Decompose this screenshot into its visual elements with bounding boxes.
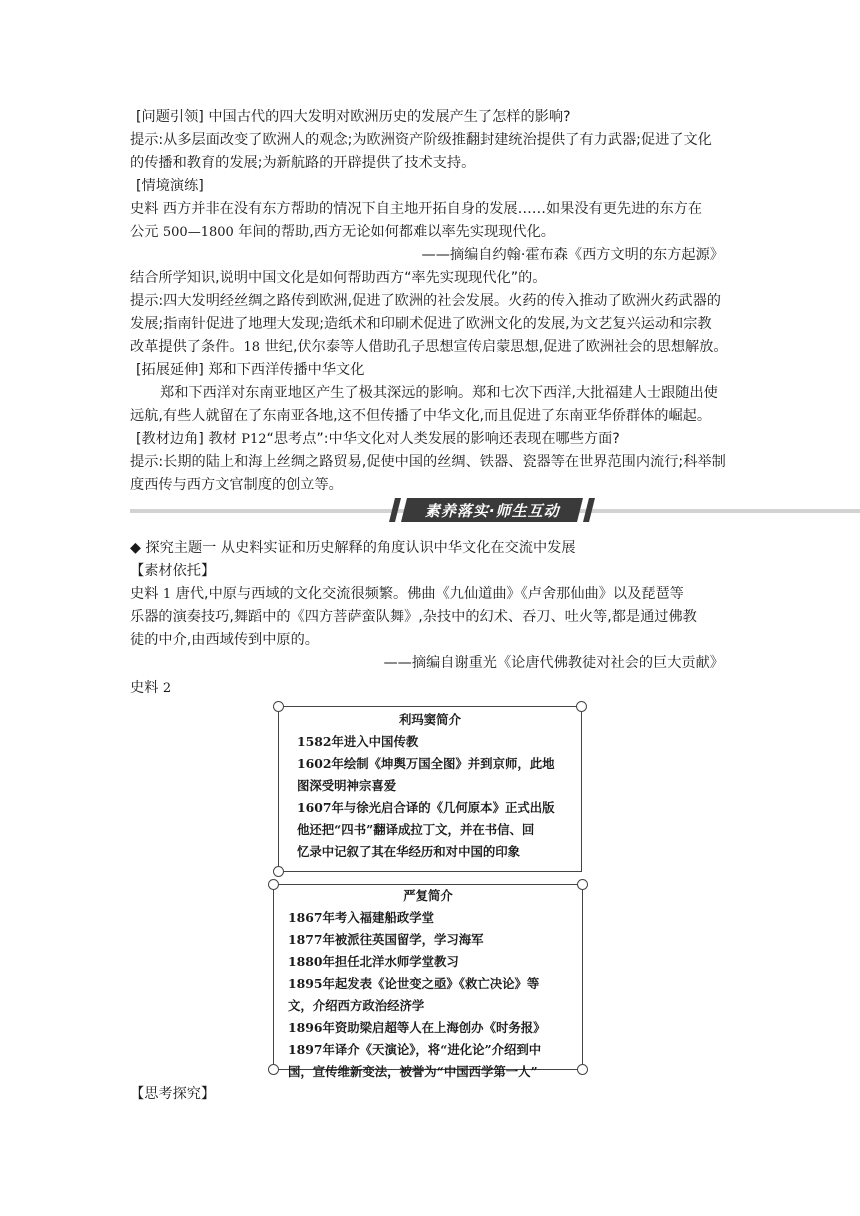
hint-2-line-3: 改革提供了条件。18 世纪,伏尔泰等人借助孔子思想宣传启蒙思想,促进了欧洲社会的思想解放。 — [130, 339, 728, 355]
section-banner-label: 素养落实·师生互动 — [424, 501, 560, 520]
scroll-row: 图深受明神宗喜爱 — [297, 778, 397, 793]
source2-label: 史料 2 — [130, 680, 172, 696]
hint-2-line-1: 提示:四大发明经丝绸之路传到欧洲,促进了欧洲的社会发展。火药的传入推动了欧洲火药武器的 — [130, 293, 721, 309]
scroll-title: 严复简介 — [403, 888, 453, 903]
hint-3-line-1: 提示:长期的陆上和海上丝绸之路贸易,促使中国的丝绸、铁器、瓷器等在世界范围内流行;科举制 — [130, 454, 726, 470]
hint-1-line-2: 的传播和教育的发展;为新航路的开辟提供了技术支持。 — [130, 155, 476, 171]
scroll-curl-bottom-right — [577, 1064, 588, 1075]
source-citation: ——摘编自约翰·霍布森《西方文明的东方起源》 — [421, 247, 724, 263]
scroll-row: 1607年与徐光启合译的《几何原本》正式出版 — [297, 800, 555, 815]
material-basis-heading: 【素材依托】 — [130, 563, 216, 579]
scroll-row: 忆录中记叙了其在华经历和对中国的印象 — [297, 844, 521, 859]
scroll-row: 国，宣传维新变法，被誉为“中国西学第一人” — [288, 1064, 538, 1079]
scroll-row: 1877年被派往英国留学，学习海军 — [288, 932, 484, 947]
scroll-row: 1582年进入中国传教 — [297, 734, 419, 749]
thinking-inquiry-heading: 【思考探究】 — [130, 1086, 216, 1102]
zhenghe-line-1: 郑和下西洋对东南亚地区产生了极其深远的影响。郑和七次下西洋,大批福建人士跟随出使 — [160, 385, 718, 401]
textbook-corner: [教材边角] 教材 P12“思考点”:中华文化对人类发展的影响还表现在哪些方面? — [136, 431, 620, 447]
section-banner — [401, 498, 583, 522]
source1-line-2: 乐器的演奏技巧,舞蹈中的《四方菩萨蛮队舞》,杂技中的幻术、吞刀、吐火等,都是通过佛教 — [130, 609, 697, 625]
scroll-curl-top-right — [577, 879, 588, 890]
scroll-curl-top-left — [273, 701, 284, 712]
hint-2-line-2: 发展;指南针促进了地理大发现;造纸术和印刷术促进了欧洲文化的发展,为文艺复兴运动和宗教 — [130, 316, 712, 332]
hint-3-line-2: 度西传与西方文官制度的创立等。 — [130, 477, 343, 493]
scroll-title: 利玛窦简介 — [399, 712, 461, 727]
extension-heading: [拓展延伸] 郑和下西洋传播中华文化 — [136, 362, 365, 378]
scroll-curl-top-left — [268, 879, 279, 890]
scroll-row: 1880年担任北洋水师学堂教习 — [288, 954, 459, 969]
scroll-row: 1895年起发表《论世变之亟》《救亡决论》等 — [288, 976, 540, 991]
scroll-curl-bottom-left — [273, 866, 284, 877]
scroll-row: 他还把“四书”翻译成拉丁文，并在书信、回 — [297, 822, 535, 837]
scroll-row: 1897年译介《天演论》，将“进化论”介绍到中 — [288, 1042, 542, 1057]
scroll-row: 1602年绘制《坤舆万国全图》并到京师，此地 — [297, 756, 555, 771]
source1-line-1: 史料 1 唐代,中原与西域的文化交流很频繁。佛曲《九仙道曲》《卢舍那仙曲》以及琵琶等 — [130, 586, 684, 602]
source-text-line-1: 史料 西方并非在没有东方帮助的情况下自主地开拓自身的发展……如果没有更先进的东方在 — [130, 201, 703, 217]
scenario-practice-heading: [情境演练] — [136, 178, 204, 194]
inquiry-topic-heading: ◆ 探究主题一 从史料实证和历史解释的角度认识中华文化在交流中发展 — [130, 540, 576, 556]
zhenghe-line-2: 远航,有些人就留在了东南亚各地,这不但传播了中华文化,而且促进了东南亚华侨群体的崛起。 — [130, 408, 712, 424]
hint-1-line-1: 提示:从多层面改变了欧洲人的观念;为欧洲资产阶级推翻封建统治提供了有力武器;促进了文化 — [130, 132, 712, 148]
question-prompt: 结合所学知识,说明中国文化是如何帮助西方“率先实现现代化”的。 — [130, 270, 547, 286]
matteo-ricci-scroll — [278, 706, 582, 872]
scroll-curl-bottom-left — [268, 1064, 279, 1075]
source1-line-3: 徒的中介,由西域传到中原的。 — [130, 632, 319, 648]
question-guide: [问题引领] 中国古代的四大发明对欧洲历史的发展产生了怎样的影响? — [136, 109, 571, 125]
scroll-row: 1867年考入福建船政学堂 — [288, 910, 435, 925]
yan-fu-scroll — [273, 884, 583, 1079]
source-text-line-2: 公元 500—1800 年间的帮助,西方无论如何都难以率先实现现代化。 — [130, 224, 555, 240]
scroll-curl-top-right — [576, 701, 587, 712]
scroll-row: 文，介绍西方政治经济学 — [288, 998, 425, 1013]
source1-citation: ——摘编自谢重光《论唐代佛教徒对社会的巨大贡献》 — [383, 655, 724, 671]
scroll-row: 1896年资助梁启超等人在上海创办《时务报》 — [288, 1020, 546, 1035]
